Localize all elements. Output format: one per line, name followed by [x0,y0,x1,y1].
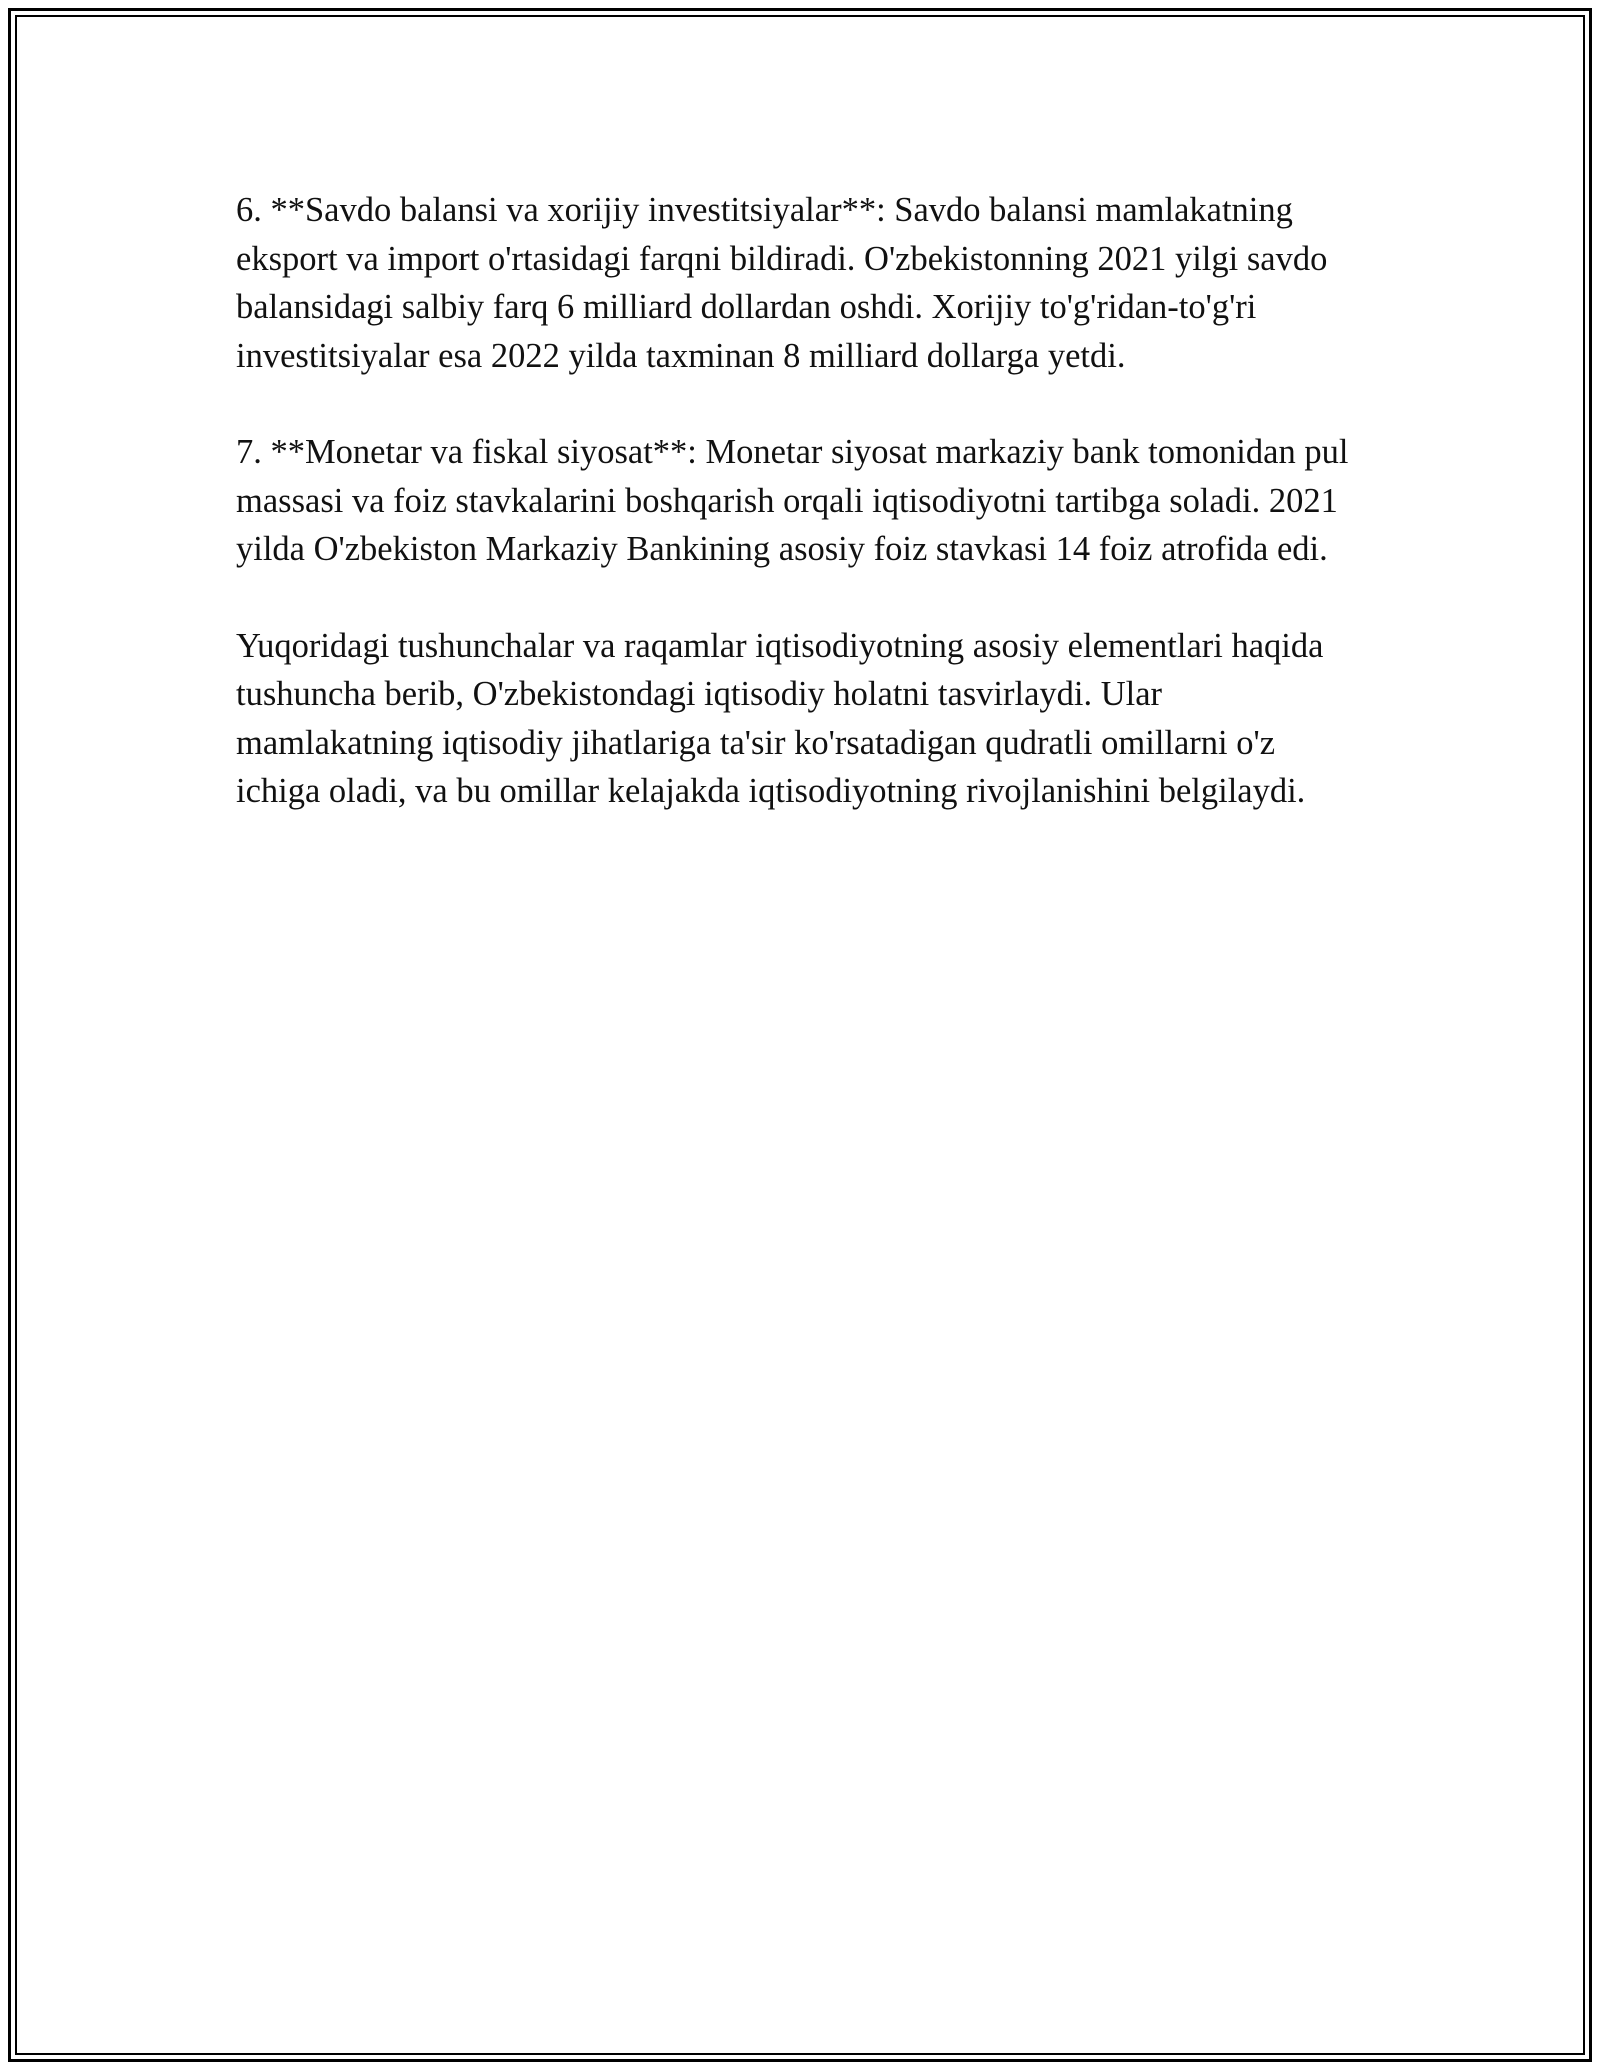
document-body [236,186,1366,864]
paragraph-trade-balance: 6. **Savdo balansi va xorijiy investitsiyalar**: Savdo balansi mamlakatning eksport va import o'rtasidagi farqni bildiradi. O'zbekistonning 2021 yilgi savdo balansidagi salbiy farq 6 milliard dollardan oshdi. Xorijiy to'g'ridan-to'g'ri investitsiyalar esa 2022 yilda taxminan 8 milliard dollarga yetdi. [236,191,1328,375]
paragraph-conclusion: Yuqoridagi tushunchalar va raqamlar iqtisodiyotning asosiy elementlari haqida tushuncha berib, O'zbekistondagi iqtisodiy holatni tasvirlaydi. Ular mamlakatning iqtisodiy jihatlariga ta'sir ko'rsatadigan qudratli omillarni o'z ichiga oladi, va bu omillar kelajakda iqtisodiyotning rivojlanishini belgilaydi. [236,626,1324,810]
paragraph-monetary-policy: 7. **Monetar va fiskal siyosat**: Monetar siyosat markaziy bank tomonidan pul massasi va foiz stavkalarini boshqarish orqali iqtisodiyotni tartibga soladi. 2021 yilda O'zbekiston Markaziy Bankining asosiy foiz stavkasi 14 foiz atrofida edi. [236,433,1349,568]
